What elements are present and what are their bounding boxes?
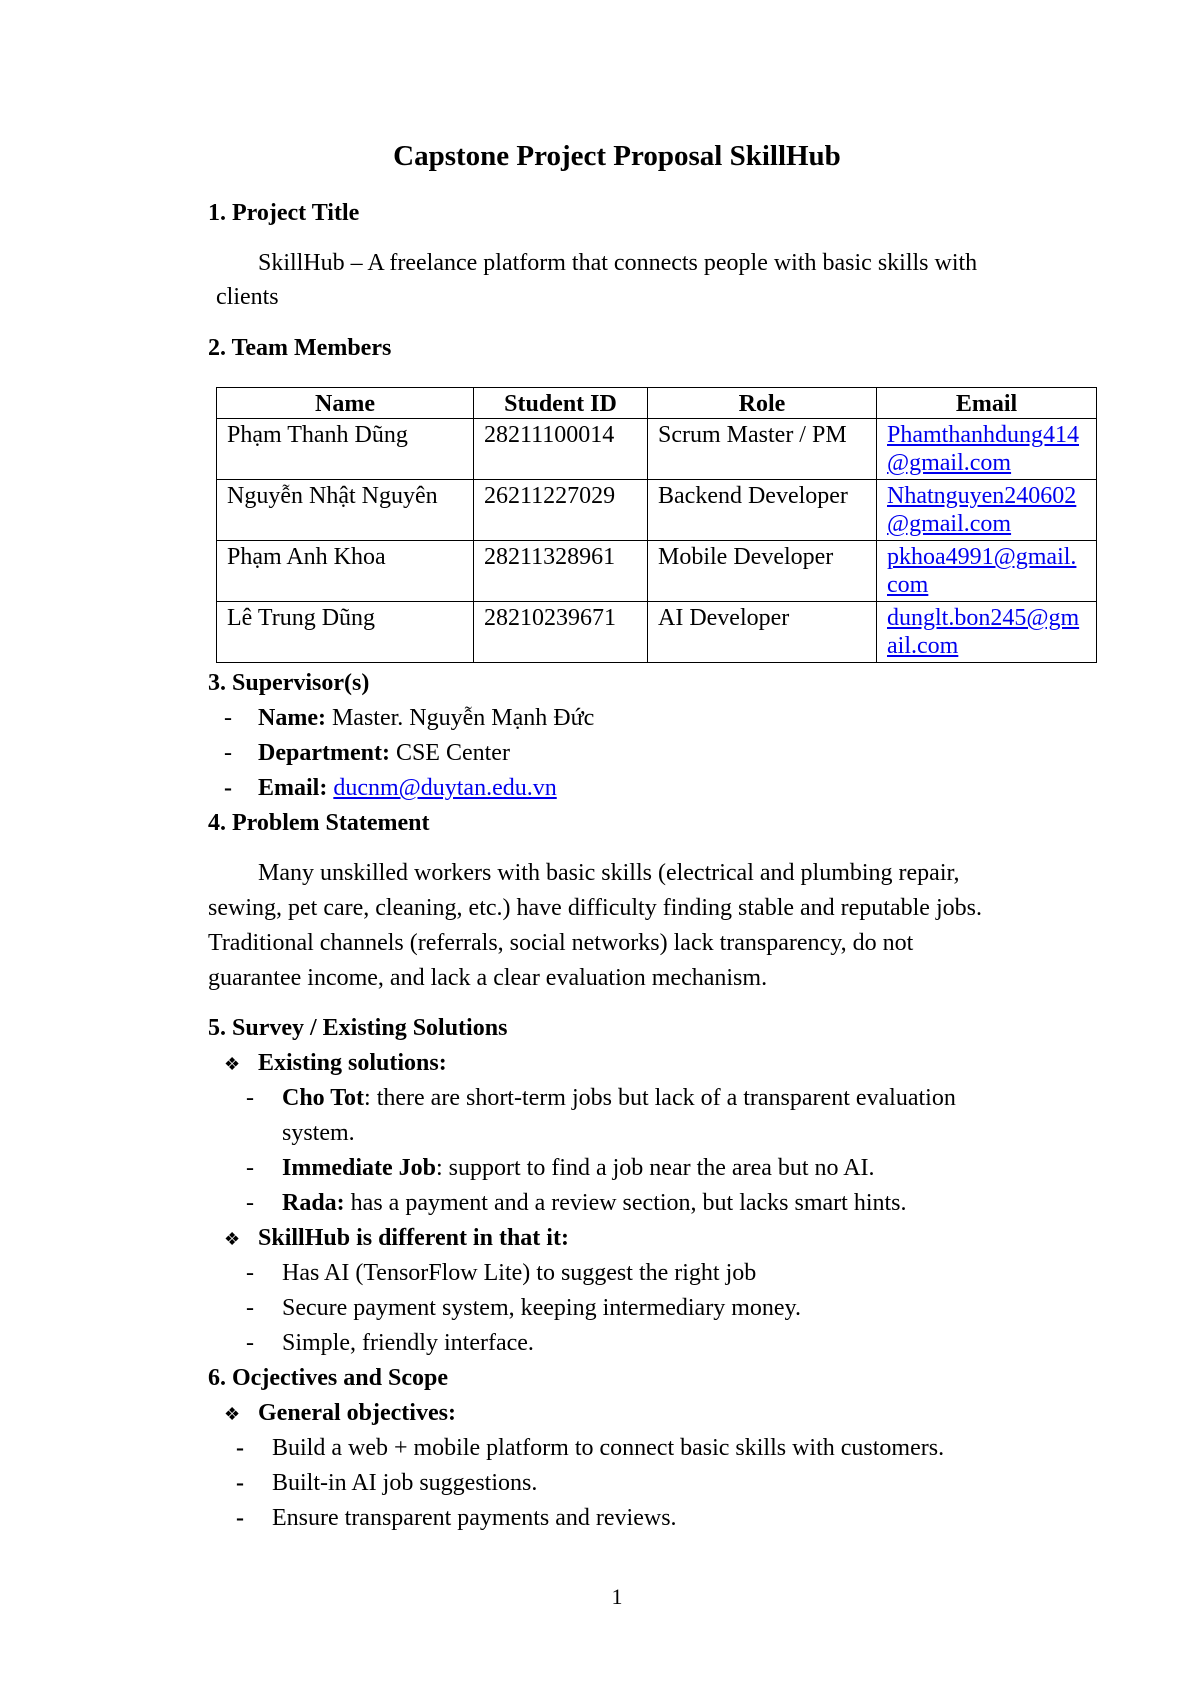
- project-title-line-2: clients: [216, 284, 279, 310]
- problem-line-4: guarantee income, and lack a clear evaluation mechanism.: [208, 965, 768, 991]
- member-email-link[interactable]: dunglt.bon245@gmail.com: [877, 602, 1097, 663]
- member-name: Nguyễn Nhật Nguyên: [217, 480, 474, 541]
- member-role: Scrum Master / PM: [648, 419, 877, 480]
- table-row: [217, 480, 1097, 541]
- supervisor-name-line: [258, 705, 594, 732]
- general-objectives-label: General objectives:: [258, 1400, 456, 1426]
- member-role: Backend Developer: [648, 480, 877, 541]
- diamond-bullet-icon: ❖: [224, 1404, 241, 1424]
- dash-bullet: -: [246, 1330, 254, 1356]
- member-student-id: 28210239671: [474, 602, 648, 663]
- dash-bullet: -: [236, 1435, 244, 1461]
- member-email-link[interactable]: Nhatnguyen240602@gmail.com: [877, 480, 1097, 541]
- supervisor-name-value: Master. Nguyễn Mạnh Đức: [331, 705, 595, 731]
- member-student-id: 26211227029: [474, 480, 648, 541]
- column-header-email: Email: [877, 388, 1097, 419]
- member-name: Phạm Anh Khoa: [217, 541, 474, 602]
- supervisor-name-label: Name:: [258, 705, 326, 731]
- supervisor-department-value: CSE Center: [395, 740, 510, 766]
- supervisor-email-line: [258, 775, 557, 802]
- existing-solution-item: [282, 1155, 875, 1182]
- skillhub-different-label: SkillHub is different in that it:: [258, 1225, 569, 1251]
- solution-name: Rada:: [282, 1190, 345, 1216]
- dash-bullet: -: [246, 1190, 254, 1216]
- difference-item: Has AI (TensorFlow Lite) to suggest the right job: [282, 1260, 757, 1286]
- solution-name: Immediate Job: [282, 1155, 436, 1181]
- section-5-heading: 5. Survey / Existing Solutions: [208, 1015, 508, 1041]
- solution-description: : there are short-term jobs but lack of a transparent evaluation: [364, 1085, 956, 1111]
- table-row: [217, 602, 1097, 663]
- dash-bullet: -: [246, 1155, 254, 1181]
- column-header-name: Name: [217, 388, 474, 419]
- section-6-heading: 6. Ocjectives and Scope: [208, 1365, 448, 1391]
- supervisor-email-link[interactable]: ducnm@duytan.edu.vn: [333, 775, 557, 801]
- page-number: 1: [611, 1584, 623, 1609]
- solution-name: Cho Tot: [282, 1085, 365, 1111]
- dash-bullet: -: [236, 1470, 244, 1496]
- objective-item: Built-in AI job suggestions.: [272, 1470, 538, 1496]
- solution-description: : support to find a job near the area but no AI.: [435, 1155, 875, 1181]
- problem-line-2: sewing, pet care, cleaning, etc.) have difficulty finding stable and reputable jobs.: [208, 895, 982, 921]
- diamond-bullet-icon: ❖: [224, 1229, 241, 1249]
- member-email-link[interactable]: Phamthanhdung414@gmail.com: [877, 419, 1097, 480]
- section-3-heading: 3. Supervisor(s): [208, 670, 370, 696]
- section-4-heading: 4. Problem Statement: [208, 810, 430, 836]
- column-header-student-id: Student ID: [474, 388, 648, 419]
- dash-bullet: -: [246, 1260, 254, 1286]
- project-title-line-1: SkillHub – A freelance platform that connects people with basic skills with: [258, 250, 978, 276]
- solution-description: has a payment and a review section, but lacks smart hints.: [344, 1190, 907, 1216]
- objective-item: Ensure transparent payments and reviews.: [272, 1505, 677, 1531]
- team-members-table: [216, 387, 1097, 663]
- member-student-id: 28211328961: [474, 541, 648, 602]
- dash-bullet: -: [224, 740, 232, 766]
- difference-item: Secure payment system, keeping intermediary money.: [282, 1295, 801, 1321]
- member-email-link[interactable]: pkhoa4991@gmail.com: [877, 541, 1097, 602]
- difference-item: Simple, friendly interface.: [282, 1330, 534, 1356]
- supervisor-department-line: [258, 740, 510, 767]
- member-student-id: 28211100014: [474, 419, 648, 480]
- dash-bullet: -: [246, 1085, 254, 1111]
- page-title: Capstone Project Proposal SkillHub: [393, 140, 841, 172]
- objective-item: Build a web + mobile platform to connect basic skills with customers.: [272, 1435, 945, 1461]
- diamond-bullet-icon: ❖: [224, 1054, 241, 1074]
- table-row: [217, 541, 1097, 602]
- dash-bullet: -: [224, 775, 232, 801]
- column-header-role: Role: [648, 388, 877, 419]
- dash-bullet: -: [236, 1505, 244, 1531]
- dash-bullet: -: [246, 1295, 254, 1321]
- existing-solution-item: [282, 1085, 956, 1112]
- problem-line-3: Traditional channels (referrals, social networks) lack transparency, do not: [208, 930, 914, 956]
- table-row: [217, 419, 1097, 480]
- member-role: AI Developer: [648, 602, 877, 663]
- table-header-row: [217, 388, 1097, 419]
- problem-line-1: Many unskilled workers with basic skills (electrical and plumbing repair,: [258, 860, 960, 886]
- section-2-heading: 2. Team Members: [208, 335, 392, 361]
- existing-solution-item: [282, 1190, 907, 1217]
- section-1-heading: 1. Project Title: [208, 200, 360, 226]
- supervisor-email-label: Email:: [258, 775, 328, 801]
- existing-solution-continuation: system.: [282, 1120, 355, 1146]
- dash-bullet: -: [224, 705, 232, 731]
- member-role: Mobile Developer: [648, 541, 877, 602]
- existing-solutions-label: Existing solutions:: [258, 1050, 447, 1076]
- member-name: Phạm Thanh Dũng: [217, 419, 474, 480]
- member-name: Lê Trung Dũng: [217, 602, 474, 663]
- supervisor-department-label: Department:: [258, 740, 390, 766]
